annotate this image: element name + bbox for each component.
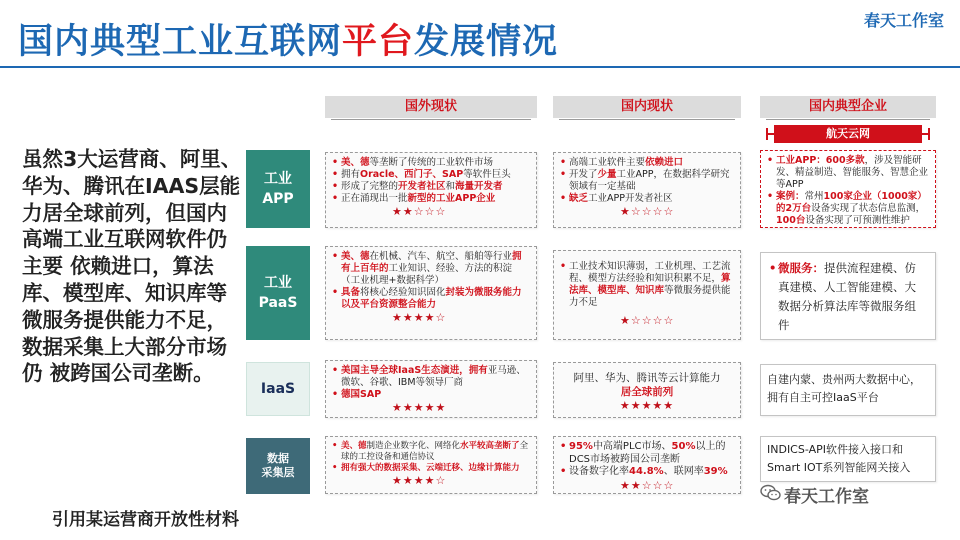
data-typical-text: INDICS-API软件接入接口和Smart IOT系列智能网关接入 <box>767 443 911 474</box>
list-item: • 缺乏工业APP开发者社区 <box>560 193 734 205</box>
cell-iaas-domestic <box>553 362 741 418</box>
rating-stars: ★★★★☆ <box>392 474 447 487</box>
rating-stars: ★☆☆☆☆ <box>620 314 675 327</box>
row-label-iaas-text: IaaS <box>260 381 296 397</box>
watermark-text: 春天工作室 <box>784 487 869 507</box>
column-header-domestic <box>553 96 741 118</box>
title-part-1: 国内典型工业互联网 <box>18 22 343 62</box>
list-item: • 具备将核心经验知识固化封装为微服务能力以及平台资源整合能力 <box>332 287 530 311</box>
row-label-iaas <box>246 362 310 416</box>
list-item: • 案例：常州100家企业（1000家）的2万台设备实现了状态信息监测，100台设备实现了可预测性维护 <box>767 191 929 227</box>
cell-data-domestic <box>553 436 741 494</box>
cell-paas-domestic <box>553 250 741 340</box>
list-item: • 美国主导全球IaaS生态演进，拥有亚马逊、微软、谷歌、IBM等领导厂商 <box>332 365 530 389</box>
list-item: • 美、德等垄断了传统的工业软件市场 <box>332 157 530 169</box>
cell-app-foreign <box>325 152 537 228</box>
column-header-typical-label: 国内典型企业 <box>808 99 887 114</box>
rating-stars: ★★★★★ <box>392 401 447 414</box>
column-header-foreign-label: 国外现状 <box>404 99 457 114</box>
list-item: • 美、德在机械、汽车、航空、船舶等行业拥有上百年的工业知识、经验、方法的积淀（工业机理+数据科学） <box>332 251 530 287</box>
list-item: • 拥有强大的数据采集、云端迁移、边缘计算能力 <box>332 463 530 474</box>
rating-stars: ★★★★☆ <box>392 311 447 324</box>
column-header-foreign <box>325 96 537 118</box>
cell-app-typical <box>760 150 936 228</box>
list-item: • 工业APP：600多款，涉及智能研发、精益制造、智能服务、智慧企业等APP <box>767 155 929 191</box>
rating-stars: ★☆☆☆☆ <box>620 205 675 218</box>
title-part-3: 发展情况 <box>414 22 559 62</box>
list-item: • 形成了完整的开发者社区和海量开发者 <box>332 181 530 193</box>
list-item: • 95%中高端PLC市场、50%以上的DCS市场被跨国公司垄断 <box>560 441 734 466</box>
row-label-data-line2: 采集层 <box>261 466 295 479</box>
rating-stars: ★★☆☆☆ <box>620 478 675 492</box>
row-label-data <box>246 438 310 494</box>
list-item: • 微服务：提供流程建模、仿真建模、人工智能建模、大数据分析算法库等微服务组件 <box>769 259 927 335</box>
title-rule <box>0 66 960 68</box>
row-label-app-line2: APP <box>262 191 294 207</box>
wechat-icon <box>760 484 782 502</box>
title-highlight: 平台 <box>342 22 415 62</box>
company-banner <box>774 125 922 143</box>
iaas-domestic-line2: 居全球前列 <box>620 386 674 398</box>
company-banner-label: 航天云网 <box>826 127 870 140</box>
row-label-app-line1: 工业 <box>263 171 292 187</box>
cell-data-typical <box>760 436 936 482</box>
cell-data-foreign <box>325 436 537 494</box>
list-item: • 工业技术知识薄弱，工业机理、工艺流程、模型方法经验和知识积累不足，算法库、模型库、知识库等微服务提供能力不足 <box>560 261 734 309</box>
cell-iaas-typical <box>760 364 936 416</box>
rating-stars: ★★★★★ <box>619 399 675 412</box>
page-title <box>18 14 558 64</box>
list-item: • 德国SAP <box>332 389 530 401</box>
row-label-app <box>246 150 310 228</box>
list-item: • 拥有Oracle、西门子、SAP等软件巨头 <box>332 169 530 181</box>
row-label-paas-line2: PaaS <box>258 295 298 311</box>
list-item: • 高端工业软件主要依赖进口 <box>560 157 734 169</box>
cell-app-domestic <box>553 152 741 228</box>
list-item: • 设备数字化率44.8%、联网率39% <box>560 466 734 479</box>
list-item: • 正在涌现出一批新型的工业APP企业 <box>332 193 530 205</box>
rating-stars: ★★☆☆☆ <box>392 205 447 218</box>
column-header-typical <box>760 96 936 118</box>
list-item: • 美、德制造企业数字化、网络化水平较高垄断了全球的工控设备和通信协议 <box>332 441 530 463</box>
cell-iaas-foreign <box>325 360 537 418</box>
brand-label: 春天工作室 <box>863 11 944 30</box>
cell-paas-typical <box>760 252 936 340</box>
list-item: • 开发了少量工业APP，在数据科学研究领域有一定基础 <box>560 169 734 193</box>
column-header-domestic-label: 国内现状 <box>620 99 673 114</box>
row-label-paas <box>246 246 310 340</box>
row-label-paas-line1: 工业 <box>264 275 292 291</box>
iaas-typical-text: 自建内蒙、贵州两大数据中心，拥有自主可控IaaS平台 <box>767 373 921 404</box>
row-label-data-line1: 数据 <box>267 452 289 465</box>
cell-paas-foreign <box>325 246 537 340</box>
summary-text: 虽然3大运营商、阿里、华为、腾讯在IAAS层能力居全球前列，但国内高端工业互联网软件仍主要 依赖进口，算法库、模型库、知识库等微服务提供能力不足，数据采集上大部分市场仍 被跨国公司垄断。 <box>22 147 242 386</box>
source-note: 引用某运营商开放性材料 <box>52 510 239 530</box>
iaas-domestic-line1: 阿里、华为、腾讯等云计算能力 <box>573 372 721 384</box>
